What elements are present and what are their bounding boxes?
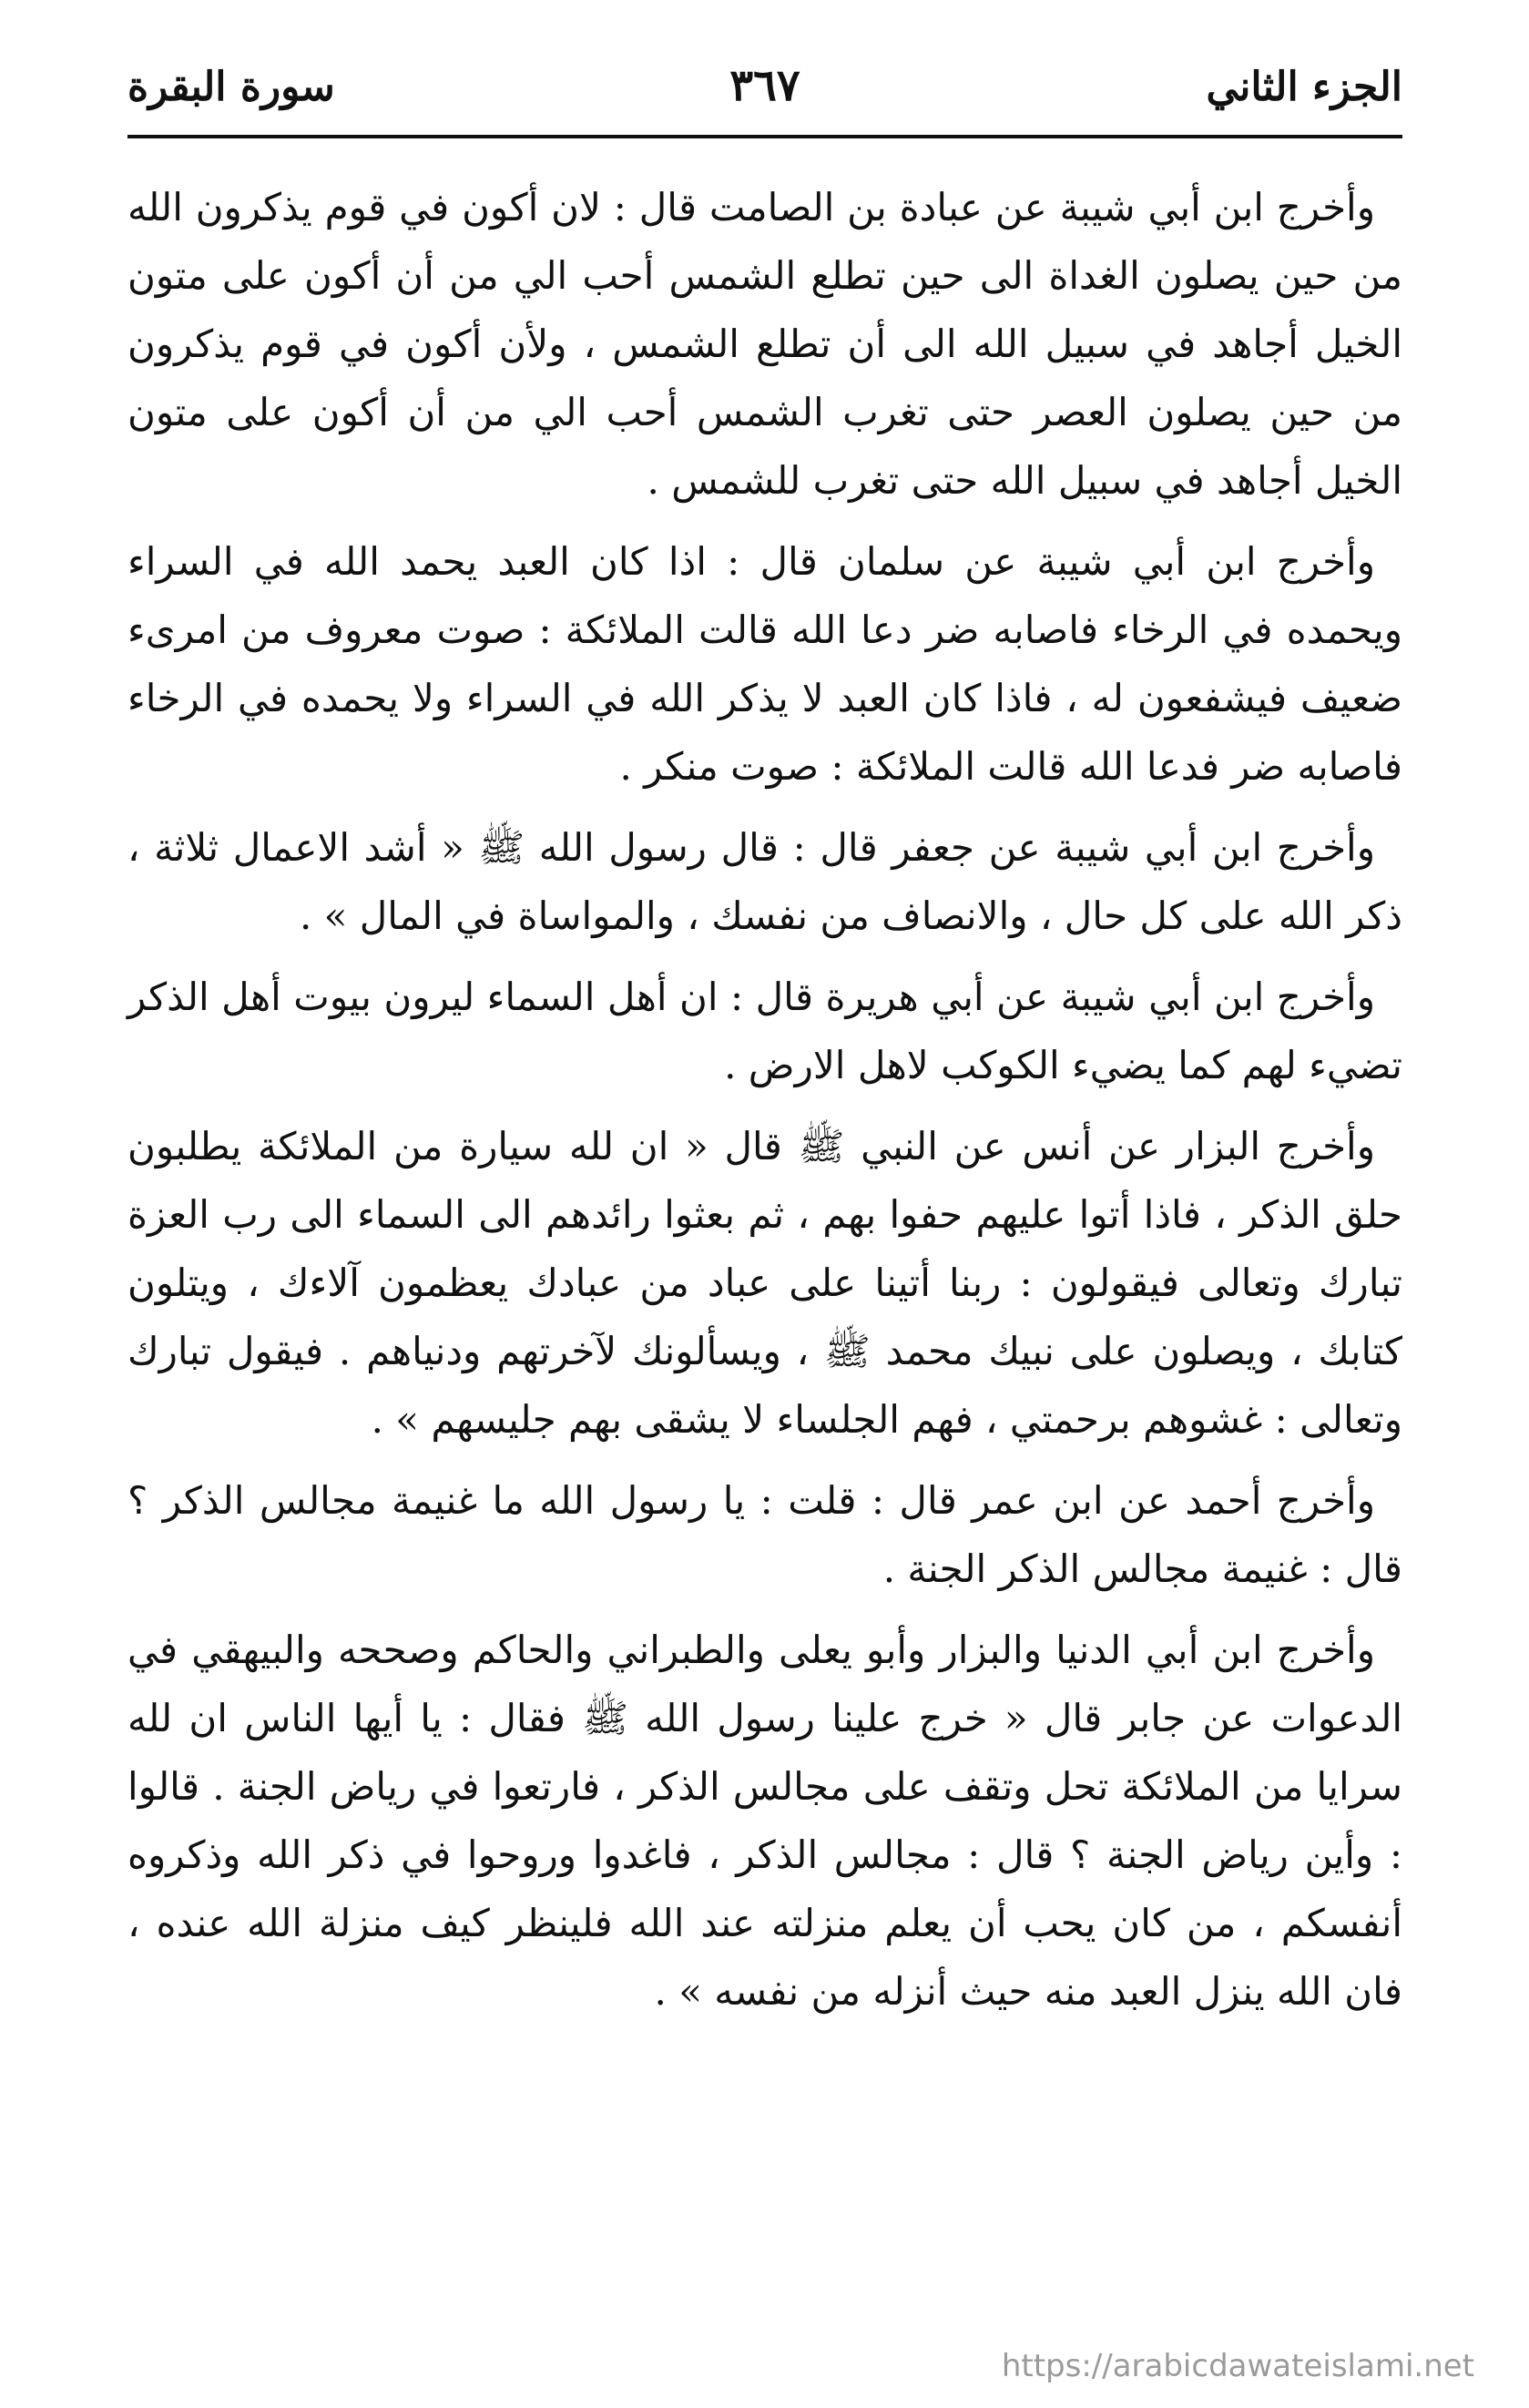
watermark-url: https://arabicdawateislami.net <box>1001 2348 1474 2384</box>
part-label: الجزء الثاني <box>1206 64 1402 110</box>
paragraph: وأخرج ابن أبي شيبة عن أبي هريرة قال : ان أهل السماء ليرون بيوت أهل الذكر تضيء لهم كما يضيء الكوكب لاهل الارض . <box>127 974 1402 1087</box>
paragraph: وأخرج أحمد عن ابن عمر قال : قلت : يا رسول الله ما غنيمة مجالس الذكر ؟ قال : غنيمة مجالس الذكر الجنة . <box>127 1478 1402 1591</box>
page-number: ٣٦٧ <box>729 60 800 111</box>
page-header <box>127 56 1402 148</box>
page-body <box>127 173 1402 2038</box>
paragraph: وأخرج البزار عن أنس عن النبي ﷺ قال « ان لله سيارة من الملائكة يطلبون حلق الذكر ، فاذا أتوا عليهم حفوا بهم ، ثم بعثوا رائدهم الى السماء الى رب العزة تبارك وتعالى فيقولون : ربنا أتينا على عباد من عبادك يعظمون آلاءك ، ويتلون كتابك ، ويصلون على نبيك محمد ﷺ ، ويسألونك لآخرتهم ودنياهم . فيقول تبارك وتعالى : غشوهم برحمتي ، فهم الجلساء لا يشقى بهم جليسهم » . <box>127 1124 1402 1442</box>
paragraph: وأخرج ابن أبي شيبة عن سلمان قال : اذا كان العبد يحمد الله في السراء ويحمده في الرخاء فاصابه ضر دعا الله قالت الملائكة : صوت معروف من امرىء ضعيف فيشفعون له ، فاذا كان العبد لا يذكر الله في السراء ولا يحمده في الرخاء فاصابه ضر فدعا الله قالت الملائكة : صوت منكر . <box>127 539 1402 789</box>
paragraph: وأخرج ابن أبي شيبة عن جعفر قال : قال رسول الله ﷺ « أشد الاعمال ثلاثة ، ذكر الله على كل حال ، والانصاف من نفسك ، والمواساة في المال » . <box>127 825 1402 938</box>
paragraph: وأخرج ابن أبي الدنيا والبزار وأبو يعلى والطبراني والحاكم وصححه والبيهقي في الدعوات عن جابر قال « خرج علينا رسول الله ﷺ فقال : يا أيها الناس ان لله سرايا من الملائكة تحل وتقف على مجالس الذكر ، فارتعوا في رياض الجنة . قالوا : وأين رياض الجنة ؟ قال : مجالس الذكر ، فاغدوا وروحوا في ذكر الله وذكروه أنفسكم ، من كان يحب أن يعلم منزلته عند الله فلينظر كيف منزلة الله عنده ، فان الله ينزل العبد منه حيث أنزله من نفسه » . <box>127 1627 1402 2014</box>
surah-label: سورة البقرة <box>127 64 335 110</box>
header-rule <box>127 135 1402 138</box>
paragraph: وأخرج ابن أبي شيبة عن عبادة بن الصامت قال : لان أكون في قوم يذكرون الله من حين يصلون الغداة الى حين تطلع الشمس أحب الي من أن أكون على متون الخيل أجاهد في سبيل الله الى أن تطلع الشمس ، ولأن أكون في قوم يذكرون من حين يصلون العصر حتى تغرب الشمس أحب الي من أن أكون على متون الخيل أجاهد في سبيل الله حتى تغرب للشمس . <box>127 185 1402 503</box>
